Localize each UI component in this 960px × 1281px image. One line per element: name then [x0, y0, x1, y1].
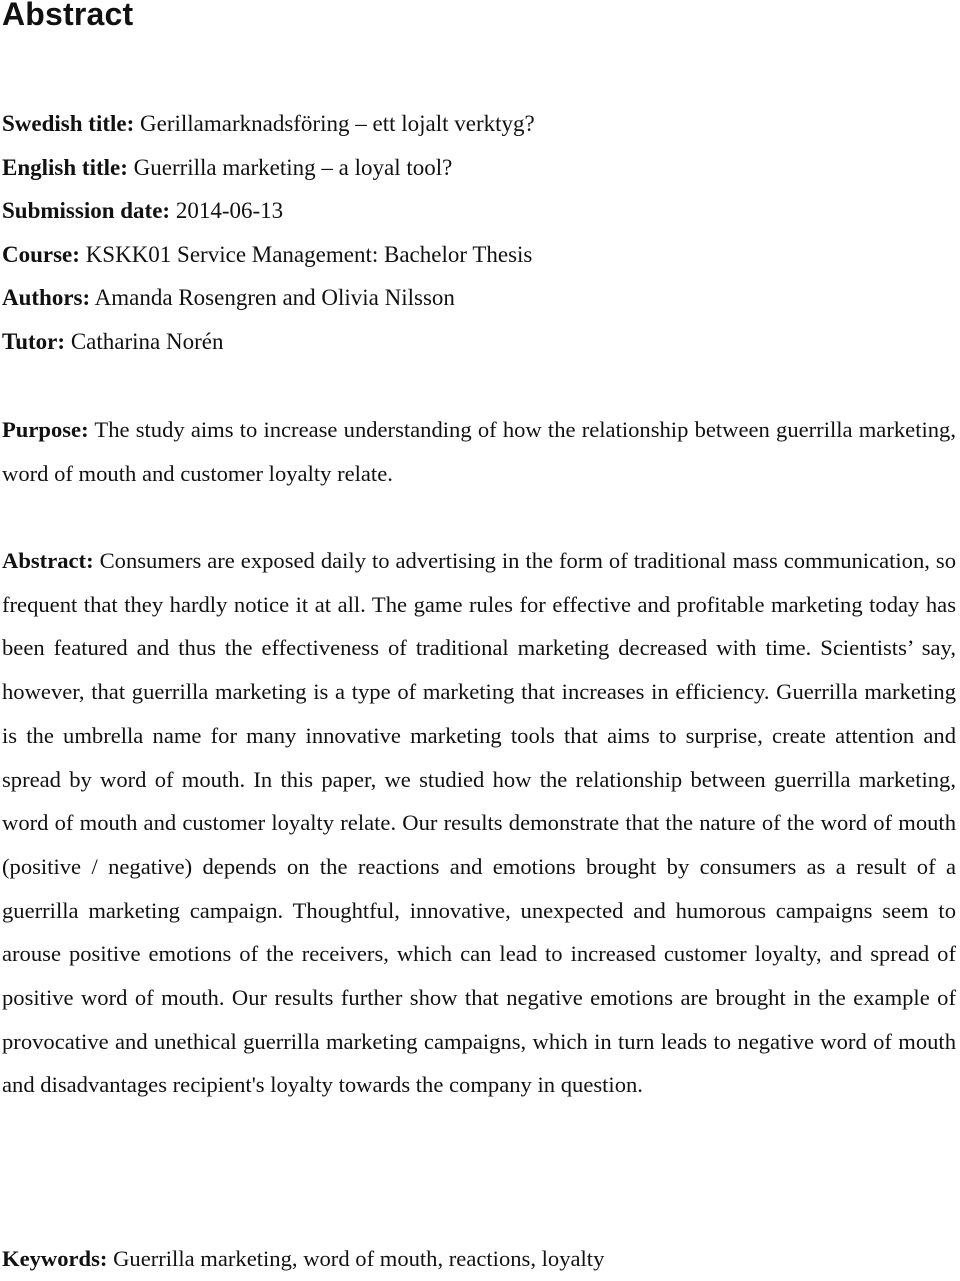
keywords-text: Guerrilla marketing, word of mouth, reactions, loyalty	[113, 1246, 605, 1271]
english-title-line	[2, 146, 952, 190]
submission-date-value: 2014-06-13	[175, 198, 284, 224]
keywords-line	[2, 1237, 956, 1281]
course-label: Course:	[2, 241, 80, 267]
tutor-label: Tutor:	[2, 328, 66, 354]
swedish-title-line	[2, 102, 952, 146]
thesis-metadata	[2, 102, 952, 364]
english-title-value: Guerrilla marketing – a loyal tool?	[133, 154, 453, 180]
authors-value: Amanda Rosengren and Olivia Nilsson	[94, 285, 455, 311]
tutor-value: Catharina Norén	[70, 328, 224, 354]
course-value: KSKK01 Service Management: Bachelor Thesis	[85, 241, 533, 267]
keywords-label: Keywords:	[2, 1246, 108, 1271]
english-title-label: English title:	[2, 154, 128, 180]
abstract-label: Abstract:	[2, 548, 94, 573]
page-title: Abstract	[2, 0, 134, 32]
course-line	[2, 233, 952, 277]
swedish-title-label: Swedish title:	[2, 111, 135, 136]
abstract-paragraph	[2, 539, 956, 1107]
submission-date-line	[2, 189, 952, 233]
abstract-text: Consumers are exposed daily to advertising in the form of traditional mass communication, so frequent that they hardly notice it at all. The game rules for effective and profitable marketing today has been featured and thus the effectiveness of traditional marketing decreased with time. Scientists’ say, however, that guerrilla marketing is a type of marketing that increases in efficiency. Guerrilla marketing is the umbrella name for many innovative marketing tools that aims to surprise, create attention and spread by word of mouth. In this paper, we studied how the relationship between guerrilla marketing, word of mouth and customer loyalty relate. Our results demonstrate that the nature of the word of mouth (positive / negative) depends on the reactions and emotions brought by consumers as a result of a guerrilla marketing campaign. Thoughtful, innovative, unexpected and humorous campaigns seem to arouse positive emotions of the receivers, which can lead to increased customer loyalty, and spread of positive word of mouth. Our results further show that negative emotions are brought in the example of provocative and unethical guerrilla marketing campaigns, which in turn leads to negative word of mouth and disadvantages recipient's loyalty towards the company in question.	[2, 548, 956, 1098]
authors-line	[2, 276, 952, 320]
purpose-label: Purpose:	[2, 417, 89, 442]
swedish-title-value: Gerillamarknadsföring – ett lojalt verktyg?	[140, 111, 535, 136]
submission-date-label: Submission date:	[2, 198, 171, 224]
tutor-line	[2, 320, 952, 364]
purpose-text: The study aims to increase understanding of how the relationship between guerrilla marketing, word of mouth and customer loyalty relate.	[2, 417, 956, 486]
purpose-paragraph	[2, 408, 956, 495]
authors-label: Authors:	[2, 285, 91, 311]
